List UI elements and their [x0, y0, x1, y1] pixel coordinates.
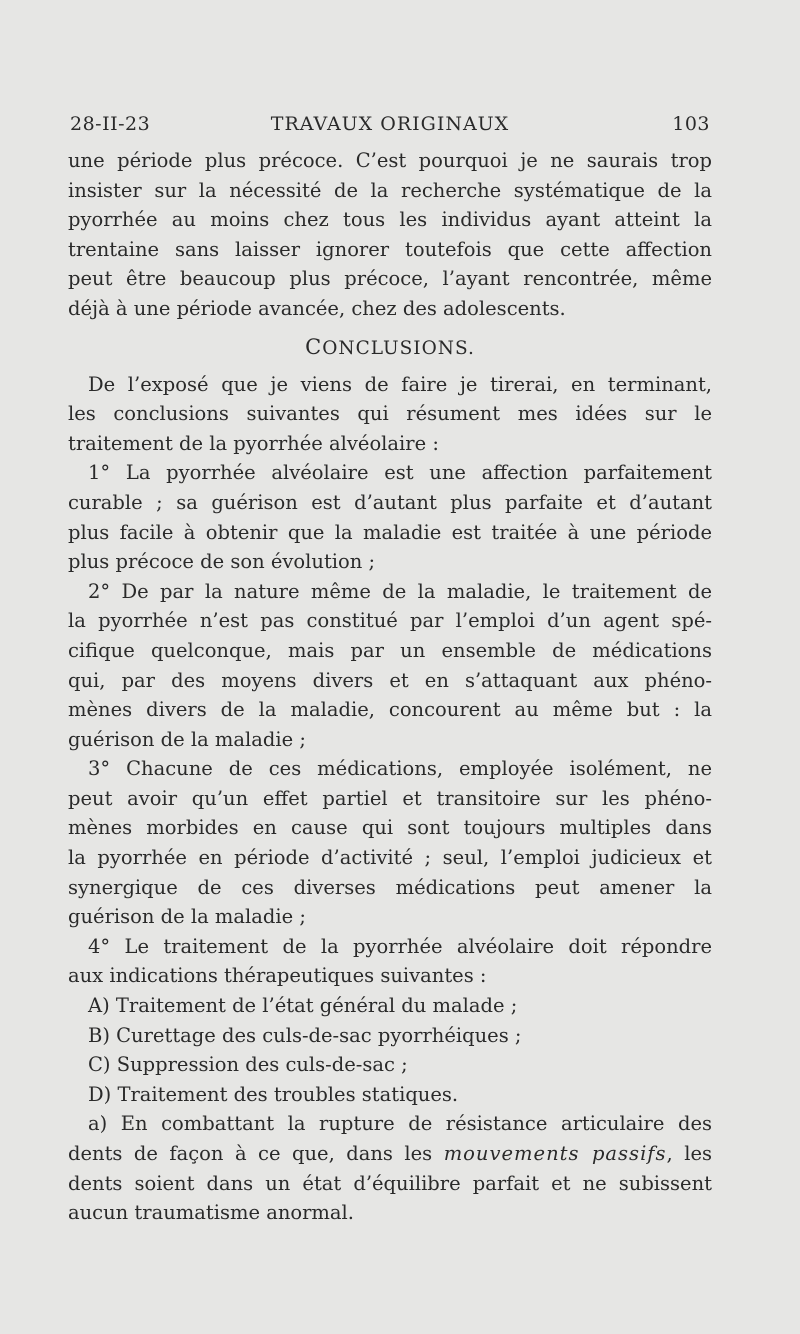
header-page-number: 103	[672, 113, 710, 135]
section-heading-rest: ONCLUSIONS.	[322, 337, 475, 359]
body-line: guérison de la maladie ;	[68, 727, 306, 751]
body-line: traitement de la pyorrhée alvéolaire :	[68, 431, 439, 455]
body-line: guérison de la maladie ;	[68, 905, 306, 929]
body-line: curable ; sa guérison est d’autant plus parfaite et d’autant	[68, 490, 712, 514]
body-line: 1° La pyorrhée alvéolaire est une affection parfaitement	[88, 461, 712, 485]
body-line: pyorrhée au moins chez tous les individus ayant atteint la	[68, 208, 712, 232]
header-running-title: TRAVAUX ORIGINAUX	[270, 113, 510, 135]
italic-phrase: mouvements passifs	[443, 1142, 667, 1165]
section-heading-initial: C	[305, 334, 323, 359]
body-line: 4° Le traitement de la pyorrhée alvéolaire doit répondre	[88, 934, 712, 958]
indication-item: D) Traitement des troubles statiques.	[88, 1082, 459, 1106]
body-line-with-italic	[68, 1139, 712, 1169]
indication-item: C) Suppression des culs-de-sac ;	[88, 1053, 408, 1077]
body-line: mènes divers de la maladie, concourent au même but : la	[68, 698, 712, 722]
text-segment: , les	[666, 1142, 712, 1165]
body-line: déjà à une période avancée, chez des adolescents.	[68, 296, 566, 320]
body-text	[68, 146, 712, 1228]
body-line: qui, par des moyens divers et en s’attaquant aux phéno-	[68, 668, 712, 692]
indication-item: B) Curettage des culs-de-sac pyorrhéiques ;	[88, 1023, 522, 1047]
header-date: 28-II-23	[70, 113, 151, 135]
body-line: une période plus précoce. C’est pourquoi je ne saurais trop	[68, 149, 712, 172]
body-line: De l’exposé que je viens de faire je tirerai, en terminant,	[88, 372, 712, 396]
body-line: 2° De par la nature même de la maladie, le traitement de	[88, 579, 712, 603]
body-line: dents soient dans un état d’équilibre parfait et ne subissent	[68, 1171, 712, 1195]
body-line: la pyorrhée n’est pas constitué par l’emploi d’un agent spé-	[68, 609, 712, 633]
running-header	[70, 113, 710, 143]
body-line: la pyorrhée en période d’activité ; seul, l’emploi judicieux et	[68, 846, 712, 870]
text-segment: dents de façon à ce que, dans les	[68, 1142, 444, 1165]
body-line: insister sur la nécessité de la recherche systématique de la	[68, 178, 712, 202]
body-line: 3° Chacune de ces médications, employée isolément, ne	[88, 757, 712, 781]
body-line: aux indications thérapeutiques suivantes :	[68, 964, 487, 988]
body-line: mènes morbides en cause qui sont toujours multiples dans	[68, 816, 712, 840]
body-line: peut avoir qu’un effet partiel et transitoire sur les phéno-	[68, 786, 712, 810]
body-line: peut être beaucoup plus précoce, l’ayant rencontrée, même	[68, 267, 712, 291]
body-line: les conclusions suivantes qui résument mes idées sur le	[68, 402, 712, 426]
body-line: synergique de ces diverses médications peut amener la	[68, 875, 712, 899]
indication-item: A) Traitement de l’état général du malade ;	[88, 994, 518, 1018]
body-line: a) En combattant la rupture de résistance articulaire des	[88, 1112, 712, 1136]
body-line: plus facile à obtenir que la maladie est traitée à une période	[68, 520, 712, 544]
body-line: plus précoce de son évolution ;	[68, 550, 376, 574]
body-line: trentaine sans laisser ignorer toutefois que cette affection	[68, 237, 712, 261]
body-line: aucun traumatisme anormal.	[68, 1201, 354, 1225]
section-heading	[68, 324, 712, 370]
body-line: cifique quelconque, mais par un ensemble de médications	[68, 638, 712, 662]
